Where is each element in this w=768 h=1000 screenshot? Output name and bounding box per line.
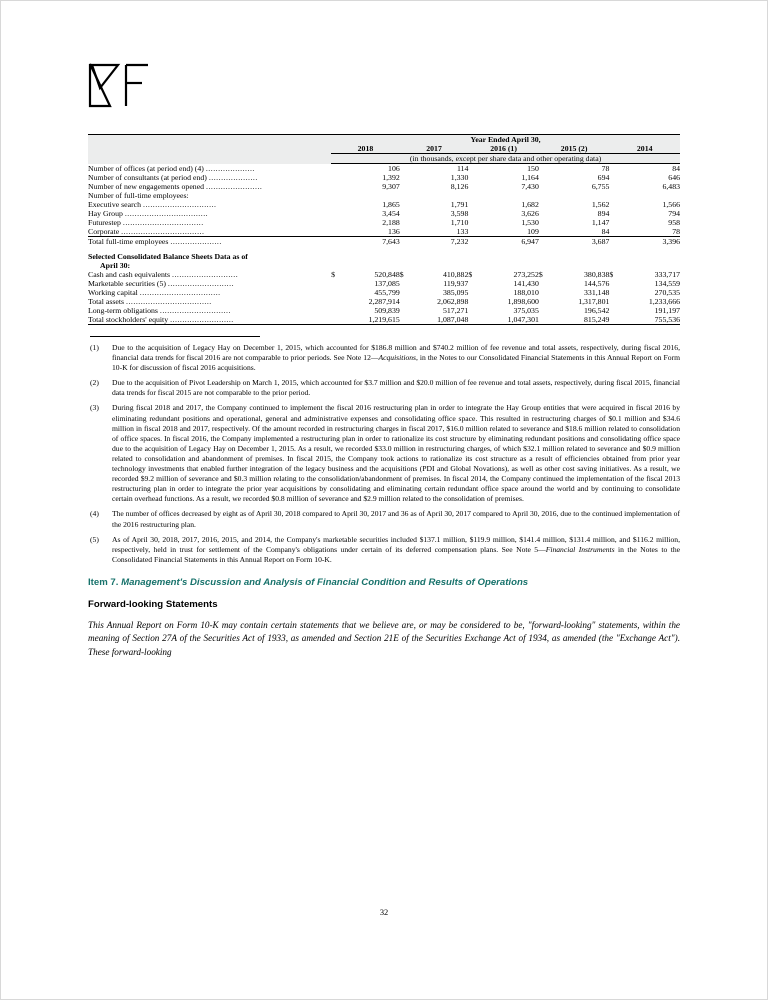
cell-value: 794	[668, 209, 680, 218]
currency-symbol	[609, 279, 619, 288]
header-blank	[88, 144, 331, 154]
cell-value: 520,848	[374, 270, 400, 279]
currency-symbol	[400, 209, 410, 218]
cell-value: 1,865	[382, 200, 400, 209]
cell-value: 188,010	[513, 288, 539, 297]
currency-symbol	[331, 209, 341, 218]
cell-value: 410,882	[443, 270, 469, 279]
currency-symbol	[468, 315, 478, 325]
cell-value: 646	[668, 173, 680, 182]
currency-symbol	[539, 191, 549, 200]
footnote-text: Due to the acquisition of Pivot Leadership on March 1, 2015, which accounted for $3.7 million and $20.0 million of fee revenue and total assets, respectively, during fiscal 2015, financial data trends for fiscal 2015 are not comparable to the prior period.	[112, 378, 680, 398]
currency-symbol	[539, 164, 549, 174]
currency-symbol	[331, 297, 341, 306]
cell-value: 375,035	[513, 306, 539, 315]
cell-value: 9,307	[382, 182, 400, 191]
currency-symbol	[609, 218, 619, 227]
item7-title: Management's Discussion and Analysis of Financial Condition and Results of Operations	[121, 576, 529, 588]
cell-value: 84	[601, 227, 610, 236]
currency-symbol	[609, 191, 619, 200]
currency-symbol	[609, 209, 619, 218]
table-row	[88, 200, 680, 209]
footnote-text: As of April 30, 2018, 2017, 2016, 2015, and 2014, the Company's marketable securities included $137.1 million, $119.9 million, $141.4 million, $131.4 million, and $116.2 million, respectively, held in trust for settlement of the Company's obligations under certain of its deferred compensation plans. See Note 5—Financial Instruments in the Notes to the Consolidated Financial Statements in this Annual Report on Form 10-K.	[112, 534, 680, 564]
header-year-ended: Year Ended April 30,	[331, 135, 680, 145]
currency-symbol	[331, 237, 341, 247]
cell-value: 1,791	[450, 200, 469, 209]
currency-symbol	[331, 164, 341, 174]
currency-symbol: $	[609, 270, 614, 279]
cell-value: 8,126	[450, 182, 469, 191]
cell-value	[549, 191, 610, 200]
currency-symbol	[331, 306, 341, 315]
cell-value: 6,755	[591, 182, 610, 191]
currency-symbol	[331, 191, 341, 200]
currency-symbol: $	[331, 270, 336, 279]
cell-value	[478, 191, 539, 200]
page-number: 32	[379, 908, 389, 917]
footnote-marker: (4)	[90, 509, 99, 519]
cell-value: 2,062,898	[437, 297, 469, 306]
currency-symbol	[468, 200, 478, 209]
currency-symbol	[539, 306, 549, 315]
table-row	[88, 227, 680, 237]
footnote	[88, 509, 680, 529]
currency-symbol	[539, 200, 549, 209]
currency-symbol	[468, 279, 478, 288]
row-label: Number of new engagements opened .......................	[88, 182, 263, 191]
currency-symbol	[400, 173, 410, 182]
row-label: Total full-time employees .....................	[88, 237, 331, 247]
table-row	[88, 218, 680, 227]
currency-symbol	[539, 182, 549, 191]
currency-symbol	[400, 306, 410, 315]
table-row	[88, 173, 680, 182]
cell-value: 134,559	[654, 279, 680, 288]
cell-value: 144,576	[584, 279, 610, 288]
footnotes-list	[88, 343, 680, 565]
cell-value: 380,838	[584, 270, 610, 279]
currency-symbol	[539, 315, 549, 325]
cell-value: 114	[456, 164, 469, 173]
cell-value: 333,717	[654, 270, 680, 279]
currency-symbol	[331, 218, 341, 227]
currency-symbol	[539, 297, 549, 306]
footnote	[88, 378, 680, 398]
cell-value	[341, 191, 400, 200]
currency-symbol	[331, 173, 341, 182]
cell-value: 1,562	[591, 200, 610, 209]
balance-section-label: Selected Consolidated Balance Sheets Data as of April 30:	[88, 252, 248, 270]
currency-symbol	[400, 297, 410, 306]
cell-value: 141,430	[513, 279, 539, 288]
cell-value: 1,710	[450, 218, 469, 227]
currency-symbol	[400, 191, 410, 200]
cell-value: 7,643	[341, 237, 400, 247]
currency-symbol	[609, 306, 619, 315]
currency-symbol	[609, 173, 619, 182]
cell-value: 150	[527, 164, 539, 173]
cell-value: 78	[672, 227, 680, 236]
row-label: Corporate ..................................	[88, 227, 205, 236]
row-label: Working capital .................................	[88, 288, 221, 297]
cell-value: 385,095	[443, 288, 469, 297]
col-header-2014: 2014	[609, 144, 680, 154]
cell-value: 6,947	[478, 237, 539, 247]
currency-symbol	[468, 227, 478, 237]
cell-value: 509,839	[374, 306, 400, 315]
cell-value: 109	[527, 227, 539, 236]
table-column-header-row	[88, 144, 680, 154]
cell-value: 7,430	[521, 182, 539, 191]
cell-value: 119,937	[443, 279, 469, 288]
currency-symbol	[468, 209, 478, 218]
currency-symbol	[468, 218, 478, 227]
currency-symbol	[539, 209, 549, 218]
currency-symbol	[400, 288, 410, 297]
page-content	[88, 62, 680, 659]
currency-symbol	[400, 315, 410, 325]
currency-symbol	[400, 279, 410, 288]
col-header-2018: 2018	[331, 144, 400, 154]
cell-value: 2,287,914	[368, 297, 400, 306]
footnote-marker: (3)	[90, 403, 99, 413]
table-row	[88, 237, 680, 247]
cell-value: 3,396	[619, 237, 680, 247]
row-label: Executive search ..............................	[88, 200, 217, 209]
col-header-2015: 2015 (2)	[539, 144, 610, 154]
cell-value: 1,898,600	[507, 297, 539, 306]
footnote-text: Due to the acquisition of Legacy Hay on December 1, 2015, which accounted for $186.8 million and $740.2 million of fee revenue and total assets, respectively, during fiscal 2016, financial data trends for fiscal 2016 are not comparable to prior periods. See Note 12—Acquisitions, in the Notes to our Consolidated Financial Statements in this Annual Report on Form 10-K for discussion of fiscal 2016 acquisitions.	[112, 343, 681, 373]
balance-section-label-row	[88, 252, 680, 270]
cell-value: 133	[456, 227, 469, 236]
cell-value: 3,598	[450, 209, 469, 218]
footnote	[88, 343, 680, 373]
currency-symbol	[468, 288, 478, 297]
currency-symbol	[331, 200, 341, 209]
cell-value: 1,147	[591, 218, 610, 227]
row-label: Number of full-time employees:	[88, 191, 189, 200]
currency-symbol	[609, 288, 619, 297]
currency-symbol	[609, 315, 619, 325]
currency-symbol	[539, 237, 549, 247]
forward-looking-body: This Annual Report on Form 10-K may contain certain statements that we believe are, or may be considered to be, "forward-looking" statements, within the meaning of Section 27A of the Securities Act of 1933, as amended and Section 21E of the Securities Exchange Act of 1934, as amended (the "Exchange Act"). These forward-looking	[88, 619, 680, 657]
table-row	[88, 270, 680, 279]
currency-symbol	[468, 173, 478, 182]
cell-value: 1,392	[382, 173, 400, 182]
header-spacer	[88, 135, 331, 145]
forward-looking-heading: Forward-looking Statements	[88, 598, 218, 610]
table-header-group-row	[88, 135, 680, 145]
currency-symbol	[539, 227, 549, 237]
table-row	[88, 288, 680, 297]
table-row	[88, 315, 680, 325]
cell-value: 517,271	[443, 306, 469, 315]
currency-symbol	[400, 237, 410, 247]
footnote	[88, 403, 680, 504]
row-label: Total stockholders' equity ..........................	[88, 315, 234, 324]
footnote-marker: (1)	[90, 343, 99, 352]
table-row	[88, 279, 680, 288]
footnote-marker: (5)	[90, 534, 99, 544]
cell-value: 2,188	[382, 218, 400, 227]
cell-value: 6,483	[662, 182, 680, 191]
table-row	[88, 191, 680, 200]
cell-value: 1,530	[521, 218, 539, 227]
units-note: (in thousands, except per share data and other operating data)	[331, 154, 680, 164]
currency-symbol	[539, 173, 549, 182]
currency-symbol	[609, 164, 619, 174]
row-label: Hay Group ..................................	[88, 209, 209, 218]
currency-symbol	[331, 182, 341, 191]
table-units-row	[88, 154, 680, 164]
cell-value: 331,148	[584, 288, 610, 297]
currency-symbol	[331, 227, 341, 237]
currency-symbol	[468, 182, 478, 191]
currency-symbol	[400, 218, 410, 227]
currency-symbol	[331, 315, 341, 325]
row-label: Cash and cash equivalents ...........................	[88, 270, 239, 279]
cell-value: 196,542	[584, 306, 610, 315]
currency-symbol	[609, 237, 619, 247]
currency-symbol	[468, 306, 478, 315]
cell-value: 1,330	[450, 173, 469, 182]
footnote-text: During fiscal 2018 and 2017, the Company continued to implement the fiscal 2016 restructuring plan in order to integrate the Hay Group entities that were acquired in fiscal 2016 by eliminating redundant positions and operational, general and administrative expenses and consolidating office space. This resulted in restructuring charges of $0.1 million and $34.6 million in fiscal 2018 and 2017, respectively. Of the amount recorded in restructuring charges in fiscal 2017, $16.0 million related to severance and $18.6 million related to consolidation of office spaces. In fiscal 2016, the Company implemented a restructuring plan in order to rationalize its cost structure by eliminating redundant positions and consolidating office space due to the acquisition of Legacy Hay on December 1, 2015. As a result, we recorded $33.0 million in restructuring charges, of which $32.1 million related to severance and $0.9 million related to consolidation and abandonment of premises. In fiscal 2015, the Company took actions to rationalize its cost structure as a result of efficiencies obtained from prior year technology investments that enabled further integration of the legacy business and the acquisitions (PDI and Global Novations), as well as other cost saving initiatives. As a result, we recorded $9.2 million of severance and $0.3 million relating to the consolidation/abandonment of premises. In fiscal 2014, the Company continued the implementation of the fiscal 2013 restructuring plan in order to integrate the prior year acquisitions by consolidating and eliminating certain redundant office space around the world and by continuing to consolidate certain overhead functions. As a result, we recorded $0.8 million of severance and $2.9 million related to the consolidation of premises.	[112, 403, 680, 504]
footnote-separator	[90, 336, 260, 337]
col-header-2016: 2016 (1)	[468, 144, 539, 154]
cell-value: 3,454	[382, 209, 400, 218]
currency-symbol	[539, 288, 549, 297]
row-label: Number of offices (at period end) (4) ....................	[88, 164, 255, 173]
cell-value: 84	[672, 164, 680, 173]
item7-heading	[88, 577, 680, 588]
table-row	[88, 182, 680, 191]
cell-value: 191,197	[654, 306, 680, 315]
currency-symbol	[539, 279, 549, 288]
currency-symbol: $	[468, 270, 473, 279]
currency-symbol	[539, 218, 549, 227]
cell-value: 270,535	[654, 288, 680, 297]
cell-value: 694	[597, 173, 610, 182]
selected-financial-data-table	[88, 134, 680, 326]
units-blank	[88, 154, 331, 164]
cell-value: 455,799	[374, 288, 400, 297]
table-row	[88, 297, 680, 306]
currency-symbol	[609, 227, 619, 237]
table-row	[88, 209, 680, 218]
row-label: Marketable securities (5) ...........................	[88, 279, 235, 288]
cell-value: 894	[597, 209, 610, 218]
currency-symbol	[400, 227, 410, 237]
cell-value: 1,047,301	[507, 315, 539, 324]
cell-value: 1,566	[662, 200, 680, 209]
currency-symbol	[400, 200, 410, 209]
cell-value: 106	[388, 164, 400, 173]
cell-value: 958	[668, 218, 680, 227]
cell-value: 3,687	[549, 237, 610, 247]
cell-value: 1,219,615	[368, 315, 400, 324]
currency-symbol	[331, 279, 341, 288]
cell-value: 137,085	[374, 279, 400, 288]
cell-value: 136	[388, 227, 400, 236]
currency-symbol	[609, 297, 619, 306]
currency-symbol	[331, 288, 341, 297]
row-label: Number of consultants (at period end) ....................	[88, 173, 258, 182]
cell-value: 3,626	[521, 209, 539, 218]
table-bottom-rule	[88, 325, 680, 327]
footnote-marker: (2)	[90, 378, 99, 388]
kf-logo	[88, 62, 154, 108]
cell-value: 78	[601, 164, 610, 173]
row-label: Total assets ...................................	[88, 297, 212, 306]
currency-symbol	[609, 182, 619, 191]
currency-symbol: $	[538, 270, 543, 279]
cell-value: 1,682	[521, 200, 539, 209]
cell-value: 7,232	[410, 237, 469, 247]
row-label: Long-term obligations .............................	[88, 306, 231, 315]
cell-value	[410, 191, 469, 200]
row-label: Futurestep .................................	[88, 218, 204, 227]
item7-prefix: Item 7.	[88, 576, 119, 588]
currency-symbol	[400, 164, 410, 174]
currency-symbol	[609, 200, 619, 209]
col-header-2017: 2017	[400, 144, 469, 154]
footnote-text: The number of offices decreased by eight as of April 30, 2018 compared to April 30, 2017 and 36 as of April 30, 2017 compared to April 30, 2016, due to the continued implementation of the 2016 restructuring plan.	[112, 509, 680, 529]
currency-symbol	[468, 297, 478, 306]
footnote	[88, 535, 680, 565]
cell-value: 1,164	[521, 173, 539, 182]
cell-value	[619, 191, 680, 200]
currency-symbol	[468, 164, 478, 174]
cell-value: 1,317,801	[578, 297, 610, 306]
cell-value: 1,233,666	[648, 297, 680, 306]
cell-value: 815,249	[584, 315, 610, 324]
table-row	[88, 306, 680, 315]
cell-value: 1,087,048	[437, 315, 469, 324]
currency-symbol	[468, 237, 478, 247]
cell-value: 755,536	[654, 315, 680, 324]
currency-symbol	[468, 191, 478, 200]
currency-symbol: $	[399, 270, 404, 279]
currency-symbol	[400, 182, 410, 191]
cell-value: 273,252	[513, 270, 539, 279]
table-row	[88, 164, 680, 174]
